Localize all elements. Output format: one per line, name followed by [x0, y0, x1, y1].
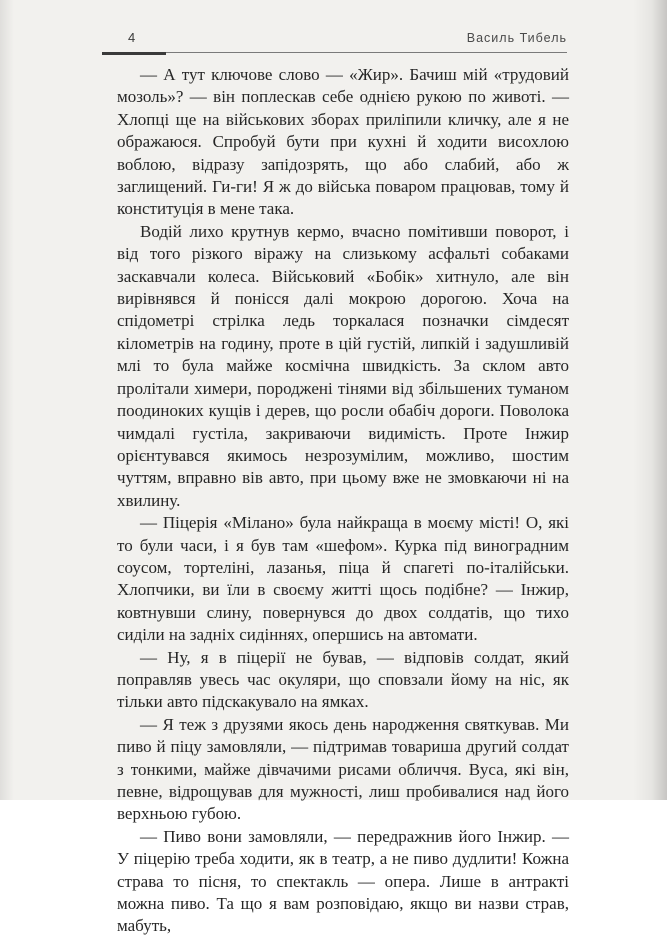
page-number: 4 [128, 30, 136, 45]
page-edge-shadow [633, 0, 667, 800]
paragraph-6: — Пиво вони замовляли, — передражнив його Інжир. — У піцерію треба ходити, як в театр, а не пиво дудлити! Кожна страва то пісня, то спектакль — опера. Лише в антракті можна пиво. Та що я вам розповідаю, якщо ви назви страв, мабуть, [117, 826, 569, 936]
running-head-author: Василь Тибель [466, 31, 567, 45]
paragraph-1: — А тут ключове слово — «Жир». Бачиш мій «трудовий мозоль»? — він поплескав себе однією рукою по животі. — Хлопці ще на військових зборах приліпили кличку, але я не ображаюся. Спробуй бути при кухні й ходити висохлою воблою, відразу запідозрять, що або слабий, або ж заглищений. Ги-ги! Я ж до війська поваром працював, тому й конституція в мене така. [117, 65, 569, 219]
paragraph-2: Водій лихо крутнув кермо, вчасно помітивши поворот, і від того різкого віражу на слизькому асфальті собаками заскавчали колеса. Військовий «Бобік» хитнуло, але він вирівнявся й понісся далі мокрою дорогою. Хоча на спідометрі стрілка ледь торкалася позначки сімдесят кілометрів на годину, проте в цій густій, липкій і задушливій млі то була майже космічна швидкість. За склом авто пролітали химери, породжені тінями від збільшених туманом поодиноких кущів і дерев, що росли обабіч дороги. Поволока чимдалі густіла, закриваючи видимість. Проте Інжир орієнтувався якимось незрозумілим, можливо, шостим чуттям, вправно вів авто, при цьому вже не змовкаючи ні на хвилину. [117, 221, 569, 510]
page-gutter-shadow [0, 0, 14, 800]
page-header [102, 28, 567, 52]
body-text [117, 64, 569, 938]
paragraph-5: — Я теж з друзями якось день народження святкував. Ми пиво й піцу замовляли, — підтримав товариша другий солдат з тонкими, майже дівчачими рисами обличчя. Вуса, які він, певне, відрощував для мужності, лиш пробивалися над його верхньою губою. [117, 714, 569, 824]
paragraph-3: — Піцерія «Мілано» була найкраща в моєму місті! О, які то були часи, і я був там «шефом». Курка під виноградним соусом, тортеліні, лазанья, піца й спагеті по-італійськи. Хлопчики, ви їли в своєму житті щось подібне? — Інжир, ковтнувши слину, повернувся до двох солдатів, що тихо сиділи на задніх сидіннях, опершись на автомати. [117, 513, 569, 645]
paragraph-4: — Ну, я в піцерії не бував, — відповів солдат, який поправляв увесь час окуляри, що сповзали йому на ніс, як тільки авто підскакувало на ямках. [117, 647, 569, 712]
header-rule-accent [102, 52, 166, 55]
header-rule [102, 52, 567, 53]
